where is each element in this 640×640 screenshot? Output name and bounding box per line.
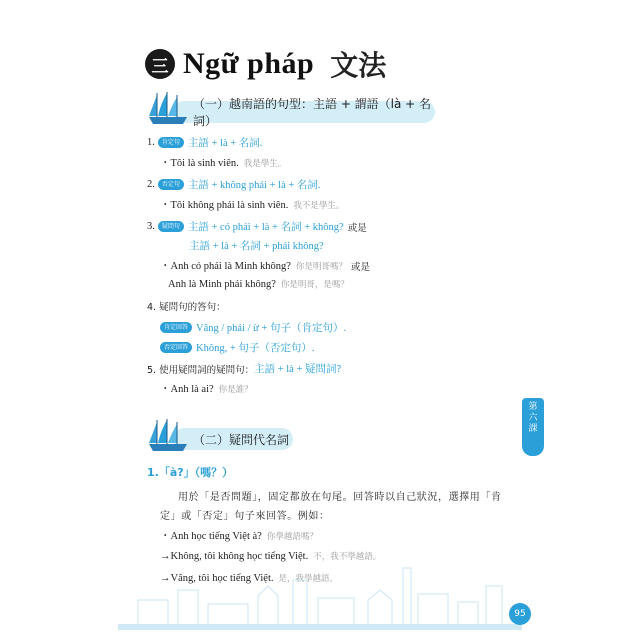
rule-2 <box>147 177 321 192</box>
item-number: 1. <box>147 137 155 148</box>
body-text: 定」或「否定」句子來回答。例如： <box>160 511 330 522</box>
example-question <box>160 528 318 543</box>
title-chinese: 文法 <box>330 49 387 82</box>
item-heading: 5. 使用疑問詞的疑問句： <box>147 364 255 376</box>
answer-affirmative <box>160 320 346 335</box>
example-cn: 我是學生。 <box>243 158 287 169</box>
heading-text: 1.「à?」（嗎？） <box>147 466 234 479</box>
section-header-2 <box>145 424 435 454</box>
body-line-1 <box>178 488 502 503</box>
example-vn: →Không, tôi không học tiếng Việt. <box>160 550 309 562</box>
section-label-1: （一）越南語的句型：主語 + 謂語（là + 名詞） <box>193 97 432 128</box>
example-cn: 是，我學越語。 <box>278 574 339 584</box>
rule-1 <box>147 135 262 150</box>
answer-pattern: Không, + 句子（否定句）. <box>196 343 315 354</box>
tag-affirmative-answer: 肯定回答 <box>160 322 192 333</box>
page-number: 95 <box>509 603 531 625</box>
tag-negative: 否定句 <box>158 179 184 190</box>
pattern-3a: 主語 + có phải + là + 名詞 + không? <box>187 222 344 233</box>
pattern-2: 主語 + không phải + là + 名詞. <box>187 180 321 191</box>
tag-affirmative: 肯定句 <box>158 137 184 148</box>
junk-boat-icon <box>145 91 191 127</box>
item-heading: 4. 疑問句的答句： <box>147 302 226 313</box>
item-number: 3. <box>147 221 155 232</box>
rule-5 <box>147 361 341 376</box>
section-number-badge: 三 <box>145 49 175 79</box>
example-3a <box>160 258 370 273</box>
example-vn: Anh là Minh phải không? <box>168 278 276 290</box>
bottom-bar <box>118 624 522 630</box>
tag-question: 疑問句 <box>158 221 184 232</box>
pattern-1: 主語 + là + 名詞. <box>187 138 263 149</box>
city-skyline-illustration <box>118 560 522 626</box>
title-vietnamese: Ngữ pháp <box>183 47 315 80</box>
example-vn: →Vâng, tôi học tiếng Việt. <box>160 572 274 584</box>
or-text: 或是 <box>347 222 367 234</box>
example-cn: 我不是學生。 <box>293 200 345 211</box>
tag-negative-answer: 否定回答 <box>160 342 192 353</box>
section-header-1 <box>145 97 435 127</box>
answer-negative <box>160 340 315 355</box>
example-3b <box>168 278 349 290</box>
example-vn: ・Anh học tiếng Việt à? <box>160 531 262 542</box>
page-title <box>145 46 386 82</box>
example-cn: 你是明哥嗎？ <box>295 261 347 272</box>
or-text: 或是 <box>350 261 370 273</box>
lesson-tab: 第 六 課 <box>522 398 544 456</box>
example-cn: 你是誰？ <box>218 384 253 395</box>
example-vn: ・Anh là ai? <box>160 384 214 395</box>
example-vn: ・Anh có phải là Minh không? <box>160 261 291 272</box>
example-5 <box>160 381 253 396</box>
example-cn: 不，我不學越語。 <box>313 552 382 562</box>
junk-boat-icon <box>145 418 191 454</box>
item-number: 2. <box>147 179 155 190</box>
rule-3 <box>147 219 367 234</box>
pattern-3b: 主語 + là + 名詞 + phải không? <box>189 241 324 252</box>
example-vn: ・Tôi không phải là sinh viên. <box>160 200 289 211</box>
body-text: 用於「是否問題」，固定都放在句尾。回答時以自己狀況，選擇用「肯 <box>178 492 502 503</box>
example-vn: ・Tôi là sinh viên. <box>160 158 239 169</box>
pattern-5: 主語 + là + 疑問詞? <box>254 364 342 375</box>
example-1 <box>160 155 286 170</box>
example-cn: 你是明哥，是嗎？ <box>280 280 349 290</box>
subsection-heading <box>147 464 233 480</box>
section-label-2: （二）疑問代名詞 <box>193 432 290 447</box>
example-2 <box>160 197 344 212</box>
example-cn: 你學越語嗎？ <box>266 531 318 542</box>
rule-3b <box>189 238 324 253</box>
answer-pattern: Vâng / phải / ừ + 句子（肯定句）. <box>196 323 347 334</box>
body-line-2 <box>160 507 330 522</box>
rule-4-heading <box>147 299 226 313</box>
